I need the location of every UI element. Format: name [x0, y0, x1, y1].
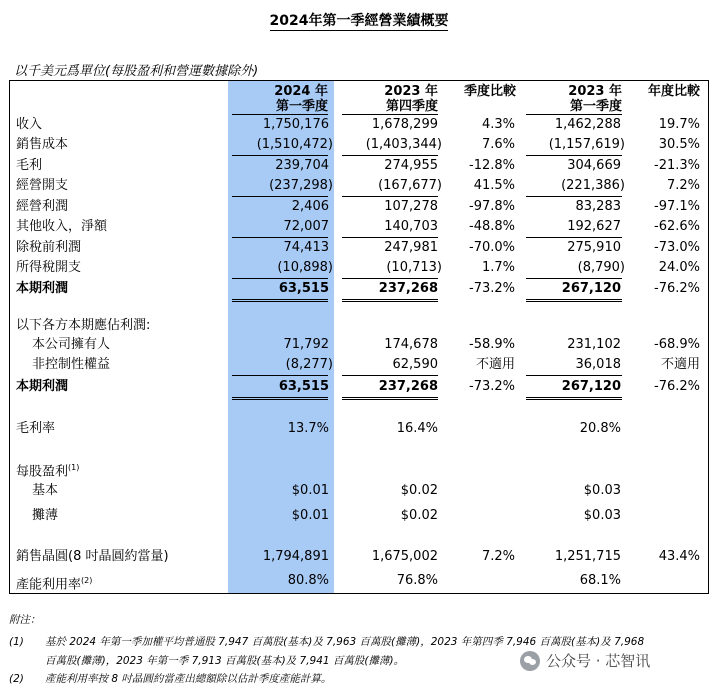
- cell-q4-2023: (1,403,344): [365, 137, 442, 152]
- header-yoy: 年度比較: [647, 84, 700, 99]
- subtotal-rule: [232, 278, 328, 279]
- cell-q1-2023: 36,018: [575, 357, 621, 372]
- cell-qoq: 7.6%: [481, 137, 515, 152]
- cell-q1-2024: $0.01: [291, 483, 329, 498]
- subtotal-rule: [232, 196, 328, 197]
- cell-q4-2023: 174,678: [384, 337, 438, 352]
- subtotal-rule: [232, 237, 328, 238]
- cell-q4-2023: 107,278: [384, 199, 438, 214]
- cell-q1-2024: 13.7%: [287, 421, 329, 436]
- row-label: 銷售成本: [16, 137, 69, 152]
- header-q1-2023: [526, 84, 622, 114]
- cell-q1-2023: 1,462,288: [554, 117, 621, 132]
- cell-q1-2024: (1,510,472): [256, 137, 333, 152]
- wechat-icon: [520, 651, 540, 671]
- header-rule: [342, 114, 438, 115]
- subtotal-rule: [526, 237, 622, 238]
- cell-q4-2023: 237,268: [378, 379, 438, 394]
- cell-qoq: 7.2%: [481, 549, 515, 564]
- cell-q1-2023: 192,627: [567, 219, 621, 234]
- cell-q1-2023: $0.03: [583, 483, 621, 498]
- row-label: 非控制性權益: [32, 357, 111, 372]
- cell-yoy: -62.6%: [654, 219, 700, 234]
- total-rule: [526, 397, 622, 398]
- cell-q4-2023: 62,590: [392, 357, 438, 372]
- footnote-2-line: 產能利用率按 8 吋晶圓約當產出總額除以估計季度產能計算。: [45, 673, 332, 685]
- cell-q1-2024: 2,406: [291, 199, 329, 214]
- header-q4-2023-quarter: 第四季度: [385, 99, 438, 114]
- section-label: 以下各方本期應佔利潤:: [16, 318, 151, 333]
- cell-q1-2024: 80.8%: [287, 573, 329, 588]
- cell-q1-2023: 231,102: [567, 337, 621, 352]
- header-q1-2024: [232, 84, 328, 114]
- subtotal-rule: [342, 375, 438, 376]
- cell-qoq: -97.8%: [469, 199, 515, 214]
- row-label: [16, 573, 92, 592]
- cell-q1-2023: $0.03: [583, 508, 621, 523]
- subtotal-rule: [342, 155, 438, 156]
- total-rule: [342, 399, 438, 400]
- cell-q1-2023: (1,157,619): [548, 137, 625, 152]
- cell-q1-2024: 63,515: [278, 379, 329, 394]
- cell-q1-2024: 1,794,891: [262, 549, 329, 564]
- header-qoq: 季度比較: [463, 84, 516, 99]
- total-rule: [232, 301, 328, 302]
- cell-qoq: 41.5%: [473, 178, 515, 193]
- cell-q1-2023: 20.8%: [579, 421, 621, 436]
- cell-q1-2023: 83,283: [575, 199, 621, 214]
- cell-q4-2023: 16.4%: [396, 421, 438, 436]
- section-label: [16, 460, 79, 479]
- header-q1-2024-quarter: 第一季度: [275, 99, 328, 114]
- watermark-text: 公众号 · 芯智讯: [546, 652, 651, 670]
- subtotal-rule: [342, 278, 438, 279]
- header-q1-2024-year: 2024 年: [274, 84, 328, 99]
- cell-q4-2023: 1,678,299: [371, 117, 438, 132]
- cell-q1-2023: 267,120: [561, 281, 621, 296]
- cell-qoq: 4.3%: [481, 117, 515, 132]
- footnote-1-line-2: 百萬股(攤薄)，2023 年第一季 7,913 百萬股(基本)及 7,941 百萬股(攤薄)。: [45, 655, 405, 667]
- cell-yoy: 19.7%: [658, 117, 700, 132]
- total-rule: [232, 399, 328, 400]
- subtotal-rule: [526, 155, 622, 156]
- cell-qoq: -12.8%: [469, 158, 515, 173]
- watermark: [520, 650, 650, 671]
- cell-q4-2023: 274,955: [384, 158, 438, 173]
- footnote-heading: 附注：: [9, 614, 41, 626]
- cell-q1-2023: 275,910: [567, 240, 621, 255]
- row-label: 經營開支: [16, 178, 69, 193]
- cell-q4-2023: (167,677): [378, 178, 442, 193]
- cell-q1-2024: (237,298): [269, 178, 333, 193]
- subtotal-rule: [232, 155, 328, 156]
- cell-yoy: 7.2%: [666, 178, 700, 193]
- cell-qoq: 不適用: [475, 357, 515, 372]
- cell-q4-2023: 140,703: [384, 219, 438, 234]
- cell-qoq: -73.2%: [469, 379, 515, 394]
- row-label: 除稅前利潤: [16, 240, 82, 255]
- cell-qoq: -73.2%: [469, 281, 515, 296]
- total-rule: [232, 299, 328, 300]
- cell-q1-2023: (8,790): [577, 260, 625, 275]
- cell-q4-2023: 76.8%: [396, 573, 438, 588]
- cell-q1-2024: 72,007: [283, 219, 329, 234]
- cell-yoy: -76.2%: [654, 281, 700, 296]
- total-rule: [526, 301, 622, 302]
- cell-q4-2023: $0.02: [400, 508, 438, 523]
- row-label: 毛利: [16, 158, 43, 173]
- subtotal-rule: [342, 237, 438, 238]
- cell-q1-2023: 68.1%: [579, 573, 621, 588]
- footnote-marker: (1): [68, 463, 80, 472]
- cell-q1-2024: 1,750,176: [262, 117, 329, 132]
- subtotal-rule: [526, 375, 622, 376]
- cell-q1-2023: 1,251,715: [554, 549, 621, 564]
- total-rule: [526, 299, 622, 300]
- unit-note: 以千美元爲單位(每股盈利和營運數據除外): [14, 64, 259, 79]
- subtotal-rule: [342, 196, 438, 197]
- cell-q1-2024: (8,277): [285, 357, 333, 372]
- cell-q4-2023: 247,981: [384, 240, 438, 255]
- footnote-1-marker: (1): [9, 636, 24, 648]
- eps-label: 每股盈利: [16, 464, 69, 480]
- cell-yoy: 不適用: [660, 357, 700, 372]
- header-q1-2023-year: 2023 年: [568, 84, 622, 99]
- row-label: 銷售晶圓(8 吋晶圓約當量): [16, 549, 169, 564]
- row-label: 基本: [32, 483, 59, 498]
- cell-q1-2023: (221,386): [561, 178, 625, 193]
- cell-q4-2023: 1,675,002: [371, 549, 438, 564]
- utilization-label: 產能利用率: [16, 577, 82, 593]
- cell-yoy: -21.3%: [654, 158, 700, 173]
- header-rule: [232, 114, 328, 115]
- cell-yoy: -73.0%: [654, 240, 700, 255]
- cell-yoy: -68.9%: [654, 337, 700, 352]
- cell-q1-2023: 304,669: [567, 158, 621, 173]
- subtotal-rule: [526, 278, 622, 279]
- cell-yoy: -97.1%: [654, 199, 700, 214]
- subtotal-rule: [526, 196, 622, 197]
- footnote-1-line-1: 基於 2024 年第一季加權平均普通股 7,947 百萬股(基本)及 7,963 百萬股(攤薄)，2023 年第四季 7,946 百萬股(基本)及 7,968: [45, 636, 645, 648]
- header-q4-2023: [342, 84, 438, 114]
- header-q1-2023-quarter: 第一季度: [569, 99, 622, 114]
- total-rule: [342, 397, 438, 398]
- cell-q1-2024: (10,898): [277, 260, 333, 275]
- cell-yoy: 30.5%: [658, 137, 700, 152]
- page-title: 2024年第一季經營業績概要: [269, 13, 449, 29]
- total-rule: [526, 399, 622, 400]
- footnote-marker: (2): [81, 576, 93, 585]
- row-label: 攤薄: [32, 508, 59, 523]
- cell-q1-2024: 71,792: [283, 337, 329, 352]
- row-label: 本公司擁有人: [32, 337, 111, 352]
- cell-q1-2023: 267,120: [561, 379, 621, 394]
- cell-qoq: -48.8%: [469, 219, 515, 234]
- row-label: 收入: [16, 117, 43, 132]
- cell-q1-2024: 74,413: [283, 240, 329, 255]
- row-label: 毛利率: [16, 421, 56, 436]
- cell-yoy: 24.0%: [658, 260, 700, 275]
- row-label: 經營利潤: [16, 199, 69, 214]
- cell-qoq: -58.9%: [469, 337, 515, 352]
- cell-q4-2023: $0.02: [400, 483, 438, 498]
- cell-q4-2023: (10,713): [386, 260, 442, 275]
- cell-q1-2024: 63,515: [278, 281, 329, 296]
- cell-q1-2024: $0.01: [291, 508, 329, 523]
- row-label: 其他收入，淨額: [16, 219, 108, 234]
- cell-q1-2024: 239,704: [275, 158, 329, 173]
- row-label: 本期利潤: [16, 281, 69, 296]
- header-rule: [526, 114, 622, 115]
- footnote-2-marker: (2): [9, 673, 24, 685]
- cell-qoq: 1.7%: [481, 260, 515, 275]
- cell-qoq: -70.0%: [469, 240, 515, 255]
- row-label: 本期利潤: [16, 379, 69, 394]
- cell-yoy: 43.4%: [658, 549, 700, 564]
- row-label: 所得稅開支: [16, 260, 82, 275]
- header-q4-2023-year: 2023 年: [384, 84, 438, 99]
- cell-q4-2023: 237,268: [378, 281, 438, 296]
- cell-yoy: -76.2%: [654, 379, 700, 394]
- subtotal-rule: [232, 375, 328, 376]
- total-rule: [232, 397, 328, 398]
- total-rule: [342, 301, 438, 302]
- total-rule: [342, 299, 438, 300]
